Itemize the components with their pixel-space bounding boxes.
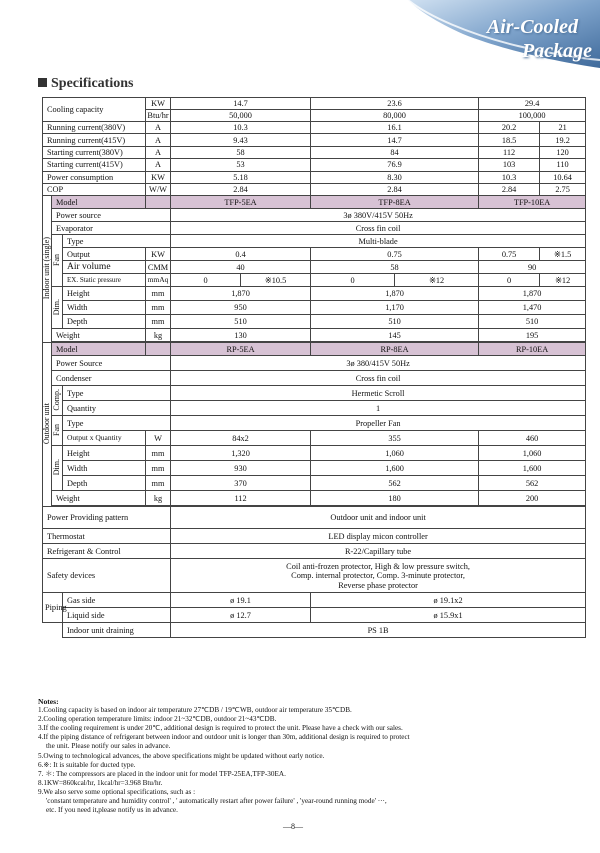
table-row: Power source 3ø 380V/415V 50Hz	[43, 209, 586, 222]
table-row: Evaporator Cross fin coil	[43, 222, 586, 235]
table-row: Safety devices Coil anti-frozen protector, High & low pressure switch, Comp. internal protector, Comp. 3-minute protector, Reverse phase protector	[43, 559, 586, 593]
note-line: 6.※: It is suitable for ducted type.	[38, 760, 136, 769]
table-row: Fan Type Multi-blade	[43, 235, 586, 248]
value-cell: 50,000	[171, 110, 311, 122]
banner-title-line2: Package	[522, 40, 592, 62]
table-row: Indoor unit draining PS 1B	[43, 623, 586, 638]
table-row: Width mm 950 1,170 1,470	[43, 301, 586, 315]
unit-cell: Btu/hr	[147, 110, 169, 120]
table-row: Weight kg 130 145 195	[43, 329, 586, 342]
note-line: etc. If you need it,please notify us in advance.	[46, 806, 178, 815]
note-line: 1.Cooling capacity is based on indoor air temperature 27℃DB / 19℃WB, outdoor air temperature 35℃DB.	[38, 706, 352, 715]
note-line: 3.If the cooling requirement is under 20℃, additional design is required to protect the unit. Please have a check with our sales.	[38, 724, 403, 733]
note-line: 9.We also serve some optional specifications, such as :	[38, 787, 196, 796]
table-row: Quantity 1	[43, 401, 586, 416]
square-bullet-icon	[38, 78, 47, 87]
table-row: Dim. Height mm 1,320 1,060 1,060	[43, 446, 586, 461]
table-row: Thermostat LED display micon controller	[43, 529, 586, 544]
table-row: Depth mm 510 510 510	[43, 315, 586, 329]
note-line: 7. ＊: The compressors are placed in the indoor unit for model TFP-25EA,TFP-30EA.	[38, 769, 286, 778]
table-row: Starting current(380V) A 58 84 112 120	[43, 146, 586, 158]
header-banner	[408, 0, 600, 68]
notes-title: Notes:	[38, 697, 59, 706]
table-row: Refrigerant & Control R-22/Capillary tube	[43, 544, 586, 559]
specifications-table	[42, 97, 586, 638]
table-row: Output KW 0.4 0.75 0.75 ※1.5	[43, 248, 586, 261]
outdoor-unit-group-label: Outdoor unit	[43, 343, 52, 507]
value-cell: 14.7	[171, 98, 311, 110]
table-row: Running current(415V) A 9.43 14.7 18.5 19.2	[43, 134, 586, 146]
table-row: Depth mm 370 562 562	[43, 476, 586, 491]
cooling-capacity-label: Cooling capacity	[43, 98, 146, 122]
note-line: 'constant temperature and humidity control' , ' automatically restart after power failure' , 'year-round running mode' ···,	[46, 797, 387, 806]
notes	[38, 697, 568, 815]
note-line: the unit. Please notify our sales in advance.	[46, 742, 171, 751]
table-row: EX. Static pressure mmAq 0 ※10.5 0 ※12 0 ※12	[43, 274, 586, 287]
table-row: COP W/W 2.84 2.84 2.84 2.75	[43, 183, 586, 195]
table-row: Output x Quantity W 84x2 355 460	[43, 431, 586, 446]
table-row: Power Providing pattern Outdoor unit and indoor unit	[43, 507, 586, 529]
note-line: 4.If the piping distance of refrigerant between indoor and outdoor unit is longer than 30m, additional design is required to protect	[38, 733, 410, 742]
table-row: Comp. Type Hermetic Scroll	[43, 386, 586, 401]
value-cell: 29.4	[479, 98, 586, 110]
section-title: Specifications	[38, 76, 133, 92]
table-row: Piping Gas side ø 19.1 ø 19.1x2	[43, 593, 586, 608]
table-row: Liquid side ø 12.7 ø 15.9x1	[43, 608, 586, 623]
table-row: Air volume CMM 40 58 90	[43, 261, 586, 274]
table-row: Fan Type Propeller Fan	[43, 416, 586, 431]
value-cell: 23.6	[311, 98, 479, 110]
page-number: —8—	[283, 822, 303, 831]
table-row: Width mm 930 1,600 1,600	[43, 461, 586, 476]
value-cell: 80,000	[311, 110, 479, 122]
banner-title-line1: Air-Cooled	[486, 16, 578, 38]
outdoor-model-row: Outdoor unit Model RP-5EA RP-8EA RP-10EA	[43, 343, 586, 356]
table-row: Power Source 3ø 380/415V 50Hz	[43, 356, 586, 371]
indoor-unit-group-label: Indoor unit (single)	[43, 196, 52, 343]
value-cell: 100,000	[479, 110, 586, 122]
cooling-capacity-kw-row	[43, 98, 586, 110]
indoor-model-row: Indoor unit (single) Model TFP-5EA TFP-8EA TFP-10EA	[43, 196, 586, 209]
table-row: Dim. Height mm 1,870 1,870 1,870	[43, 287, 586, 301]
note-line: 5.Owing to technological advances, the above specifications might be updated without early notice.	[38, 751, 325, 760]
table-row: Power consumption KW 5.18 8.30 10.3 10.64	[43, 171, 586, 183]
table-row: Running current(380V) A 10.3 16.1 20.2 21	[43, 122, 586, 134]
note-line: 8.1KW=860kcal/hr, 1kcal/hr=3.968 Btu/hr.	[38, 778, 163, 787]
table-row: Starting current(415V) A 53 76.9 103 110	[43, 159, 586, 171]
unit-cell: KW	[146, 98, 171, 110]
table-row: Weight kg 112 180 200	[43, 491, 586, 506]
note-line: 2.Cooling operation temperature limits: indoor 21~32℃DB, outdoor 21~43℃DB.	[38, 715, 277, 724]
table-row: Condenser Cross fin coil	[43, 371, 586, 386]
